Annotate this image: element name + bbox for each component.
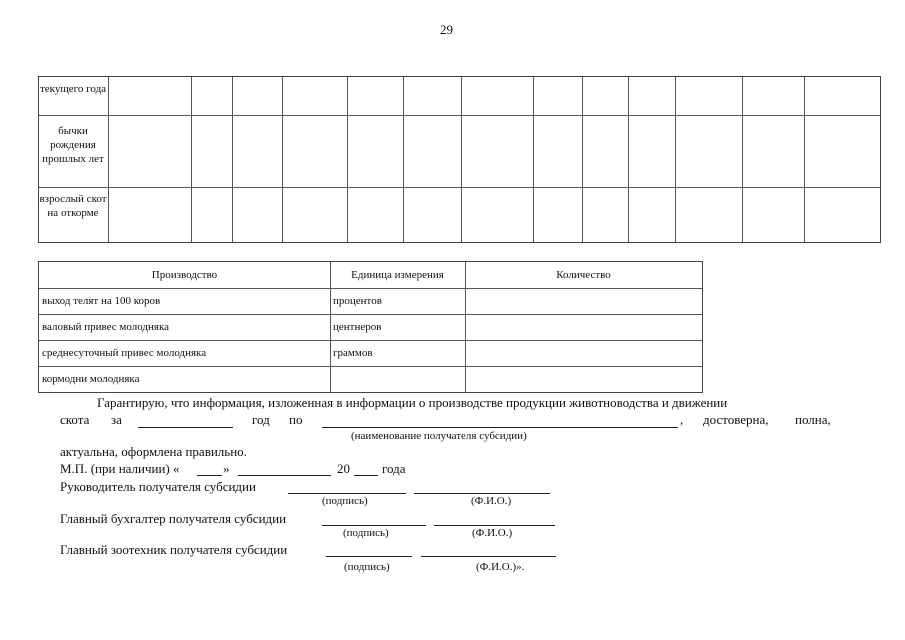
row-unit: центнеров [333, 321, 382, 333]
name-line [434, 525, 555, 526]
table-grid-line [461, 77, 462, 242]
name-caption: (Ф.И.О.) [471, 495, 512, 507]
recipient-blank-line [322, 427, 678, 428]
table-grid-line [675, 77, 676, 242]
signature-caption: (подпись) [322, 495, 368, 507]
row-label-bulls-prior-years: бычки рождения прошлых лет [42, 125, 104, 165]
header-production: Производство [151, 269, 218, 281]
guarantee-word: достоверна, [703, 412, 769, 427]
table-grid-line [533, 77, 534, 242]
signature-line [326, 556, 412, 557]
guarantee-word: скота [60, 412, 90, 427]
header-quantity: Количество [556, 269, 611, 281]
table-grid-line [39, 314, 702, 315]
guarantee-word: за [111, 412, 122, 427]
row-item: среднесуточный привес молодняка [42, 347, 207, 359]
table-grid-line [39, 366, 702, 367]
table-grid-line [282, 77, 283, 242]
stamp-quote-close: » [223, 461, 230, 476]
table-grid-line [804, 77, 805, 242]
signatory-accountant: Главный бухгалтер получателя субсидии [60, 511, 287, 526]
signatory-director: Руководитель получателя субсидии [60, 479, 256, 494]
table-grid-line [742, 77, 743, 242]
period-blank-line [138, 427, 233, 428]
table-grid-line [191, 77, 192, 242]
guarantee-line-1: Гарантирую, что информация, изложенная в информации о производстве продукции животноводства и движении [97, 395, 728, 410]
row-item: кормодни молодняка [42, 373, 140, 385]
page-number: 29 [440, 22, 453, 37]
livestock-movement-table [38, 76, 881, 243]
row-unit: граммов [333, 347, 373, 359]
signature-line [322, 525, 426, 526]
year-blank-line [354, 475, 378, 476]
table-grid-line [39, 115, 880, 116]
name-line [414, 493, 550, 494]
guarantee-word: полна, [795, 412, 831, 427]
row-item: выход телят на 100 коров [42, 295, 161, 307]
guarantee-line-3: актуальна, оформлена правильно. [60, 444, 247, 459]
signatory-zootechnician: Главный зоотехник получателя субсидии [60, 542, 288, 557]
day-blank-line [197, 475, 222, 476]
table-grid-line [232, 77, 233, 242]
row-label-fattening-cattle: взрослый скот на откорме [39, 193, 107, 219]
stamp-label: М.П. (при наличии) « [60, 461, 180, 476]
signature-caption: (подпись) [343, 527, 389, 539]
guarantee-word: год [252, 412, 270, 427]
name-line [421, 556, 556, 557]
header-unit: Единица измерения [351, 269, 444, 281]
table-grid-line [403, 77, 404, 242]
recipient-caption: (наименование получателя субсидии) [351, 430, 527, 442]
guarantee-word: , [680, 412, 684, 427]
name-caption: (Ф.И.О.) [472, 527, 513, 539]
guarantee-word: по [289, 412, 303, 427]
year-prefix: 20 [337, 461, 350, 476]
name-caption: (Ф.И.О.)». [476, 561, 525, 573]
table-grid-line [39, 288, 702, 289]
year-suffix: года [382, 461, 406, 476]
signature-line [288, 493, 406, 494]
month-blank-line [238, 475, 331, 476]
row-item: валовый привес молодняка [42, 321, 170, 333]
table-grid-line [39, 340, 702, 341]
table-grid-line [347, 77, 348, 242]
table-grid-line [582, 77, 583, 242]
table-grid-line [628, 77, 629, 242]
table-grid-line [108, 77, 109, 242]
row-label-current-year: текущего года [39, 83, 107, 95]
row-unit: процентов [333, 295, 382, 307]
signature-caption: (подпись) [344, 561, 390, 573]
table-grid-line [39, 187, 880, 188]
production-table [38, 261, 703, 393]
